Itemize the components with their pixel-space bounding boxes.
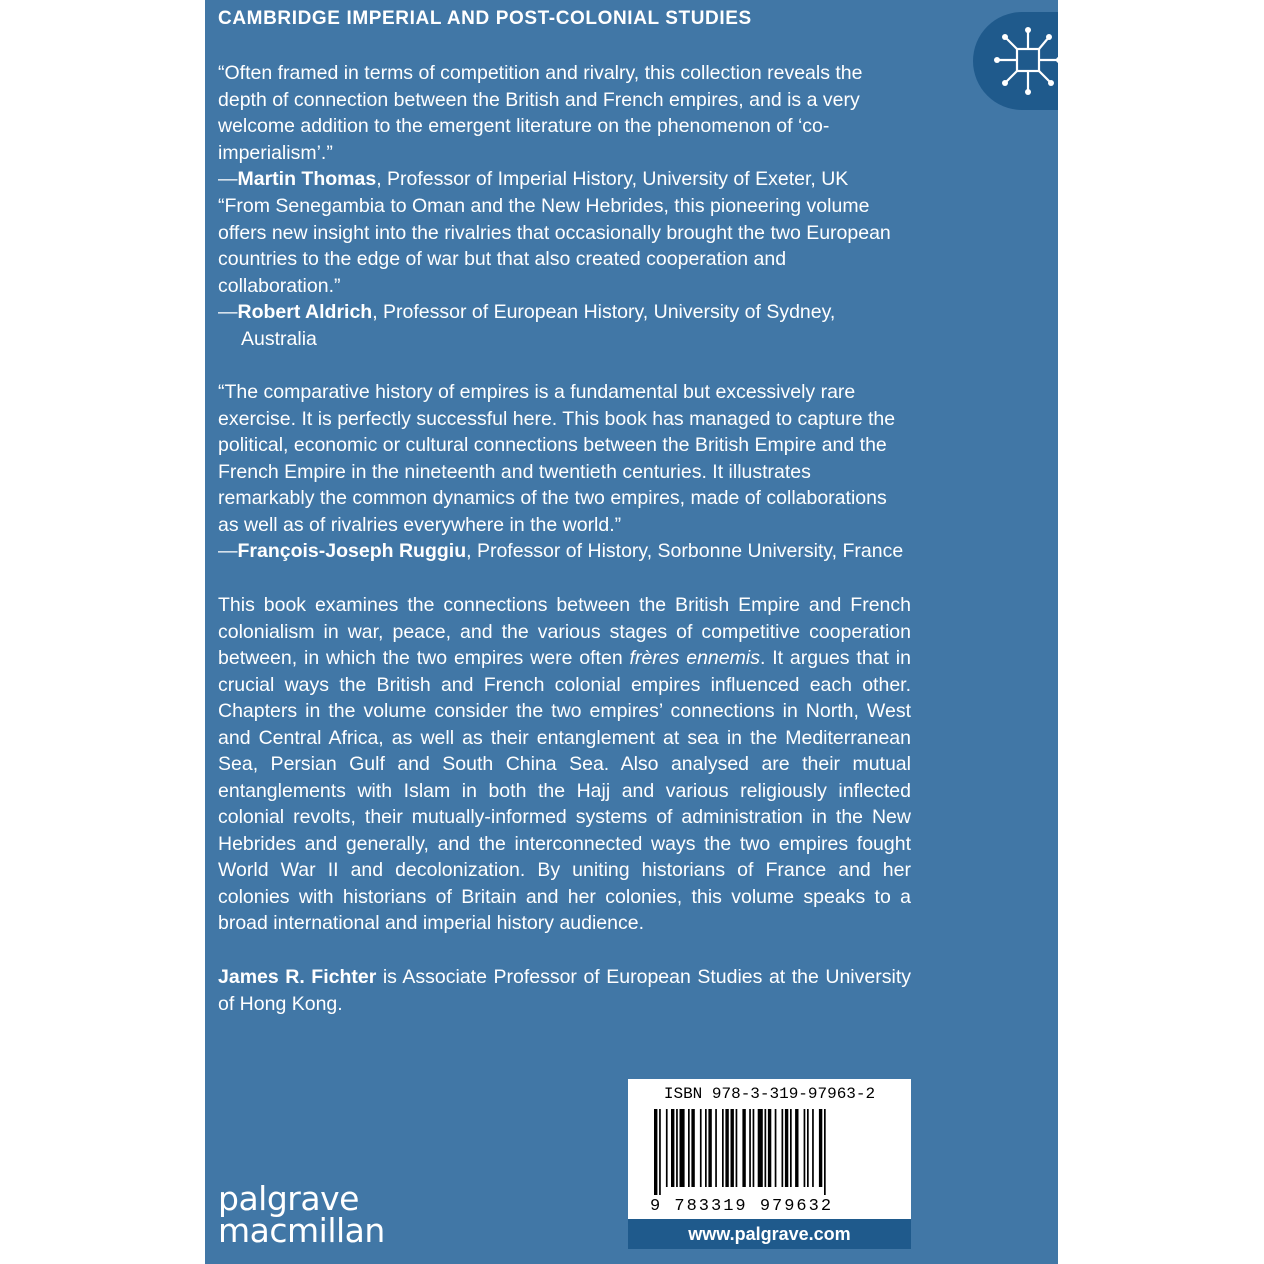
back-cover [205,0,1058,1264]
barcode-bar [666,1109,668,1187]
review-quote-3 [218,379,911,565]
publisher-name-line-2: macmillan [218,1211,385,1250]
editor-bio [218,964,911,1017]
barcode-bar [700,1109,702,1187]
barcode-bar [768,1109,771,1187]
barcode-bar [753,1109,755,1187]
barcode-bar [731,1109,734,1187]
barcode-bar [736,1109,738,1187]
barcode-bar [782,1109,784,1187]
description-part-1: This book examines the connections between the British Empire and French colonialism in war, peace, and the various stages of competitive cooperation between, in which the two empires were often [218,594,911,669]
reviewer-name: François-Joseph Ruggiu [237,540,467,562]
reviewer-affiliation-cont: Australia [241,327,317,350]
barcode-bar [715,1109,717,1187]
quote-attribution [218,166,911,193]
barcode-bar [688,1109,690,1187]
quote-text: “Often framed in terms of competition and rivalry, this collection reveals the depth of connection between the British and French empires, and is a very welcome addition to the emergent literature on the phenomenon of ‘co-imperialism’.” [218,62,863,164]
reviewer-affiliation: , Professor of European History, University of Sydney, [372,301,836,323]
quote-attribution [218,299,911,352]
barcode-bar [676,1109,678,1187]
barcode-bar [654,1109,657,1195]
barcode-digits: 9 783319 979632 [650,1197,834,1216]
review-quote-1 [218,60,911,193]
description-part-2: . It argues that in crucial ways the British and French colonial empires influenced each other. Chapters in the volume consider the two empires’ connections in North, West and Central Africa, as well as their entanglement at sea in the Mediterranean Sea, Persian Gulf and South China Sea. Also analysed are their mutual entanglements with Islam in both the Hajj and various religiously inflected colonial revolts, their mutually-informed systems of administration in the New Hebrides and generally, and the interconnected ways the two empires fought World War II and decolonization. By uniting historians of France and her colonies with historians of Britain and her colonies, this volume speaks to a broad international and imperial history audience. [218,647,911,934]
barcode-bar [708,1109,711,1187]
reviewer-name: Robert Aldrich [237,301,373,323]
editor-name: James R. Fichter [218,966,377,988]
publisher-name-line-1: palgrave [218,1179,359,1218]
quote-text: “The comparative history of empires is a fundamental but excessively rare exercise. It is perfectly successful here. This book has managed to capture the political, economic or cultural connections between the British Empire and the French Empire in the nineteenth and twentieth centuries. It illustrates remarkably the common dynamics of the two empires, made of collaborations as well as of rivalries everywhere in the world.” [218,381,896,536]
description-italic-phrase: frères ennemis [629,647,760,669]
series-title: CAMBRIDGE IMPERIAL AND POST-COLONIAL STUDIES [218,8,752,29]
barcode-bar [765,1109,767,1187]
barcode-image [650,1109,890,1195]
quote-text: “From Senegambia to Oman and the New Hebrides, this pioneering volume offers new insight into the rivalries that occasionally brought the two European countries to the edge of war but that also created cooperation and collaboration.” [218,195,891,297]
publisher-logo-badge [973,12,1058,110]
barcode-bar [785,1109,788,1187]
barcode-bar [819,1109,822,1187]
reviewer-affiliation: , Professor of History, Sorbonne University, France [466,540,904,562]
palgrave-network-logo-icon [987,22,1058,100]
barcode-bar [812,1109,814,1187]
barcode-bar [804,1109,806,1187]
barcode-bar [705,1109,707,1187]
barcode-bar [795,1109,798,1187]
review-quote-2 [218,193,911,352]
barcode-bar [742,1109,745,1187]
attribution-dash: — [218,168,238,190]
barcode-bar [722,1109,724,1187]
isbn-barcode-panel [628,1079,911,1249]
barcode-bar [807,1109,809,1187]
reviewer-affiliation: , Professor of Imperial History, University of Exeter, UK [376,168,849,190]
book-description [218,592,911,937]
editor-bio-text: is Associate Professor of European Studies at the University of Hong Kong. [218,966,911,1015]
barcode-bar [749,1109,751,1187]
publisher-wordmark [218,1179,385,1250]
barcode-bar [725,1109,728,1187]
publisher-website[interactable]: www.palgrave.com [628,1219,911,1249]
attribution-dash: — [218,301,238,323]
isbn-label: ISBN 978-3-319-97963-2 [663,1085,876,1103]
reviewer-name: Martin Thomas [237,168,377,190]
quote-attribution [218,538,911,565]
barcode-bar [691,1109,694,1187]
barcode-bar [775,1109,777,1187]
attribution-dash: — [218,540,238,562]
barcode-bar [758,1109,763,1187]
barcode-bar [659,1109,661,1195]
barcode-bar [671,1109,674,1187]
barcode-bar [790,1109,792,1187]
barcode-bar [824,1109,826,1195]
barcode-bar [680,1109,685,1187]
